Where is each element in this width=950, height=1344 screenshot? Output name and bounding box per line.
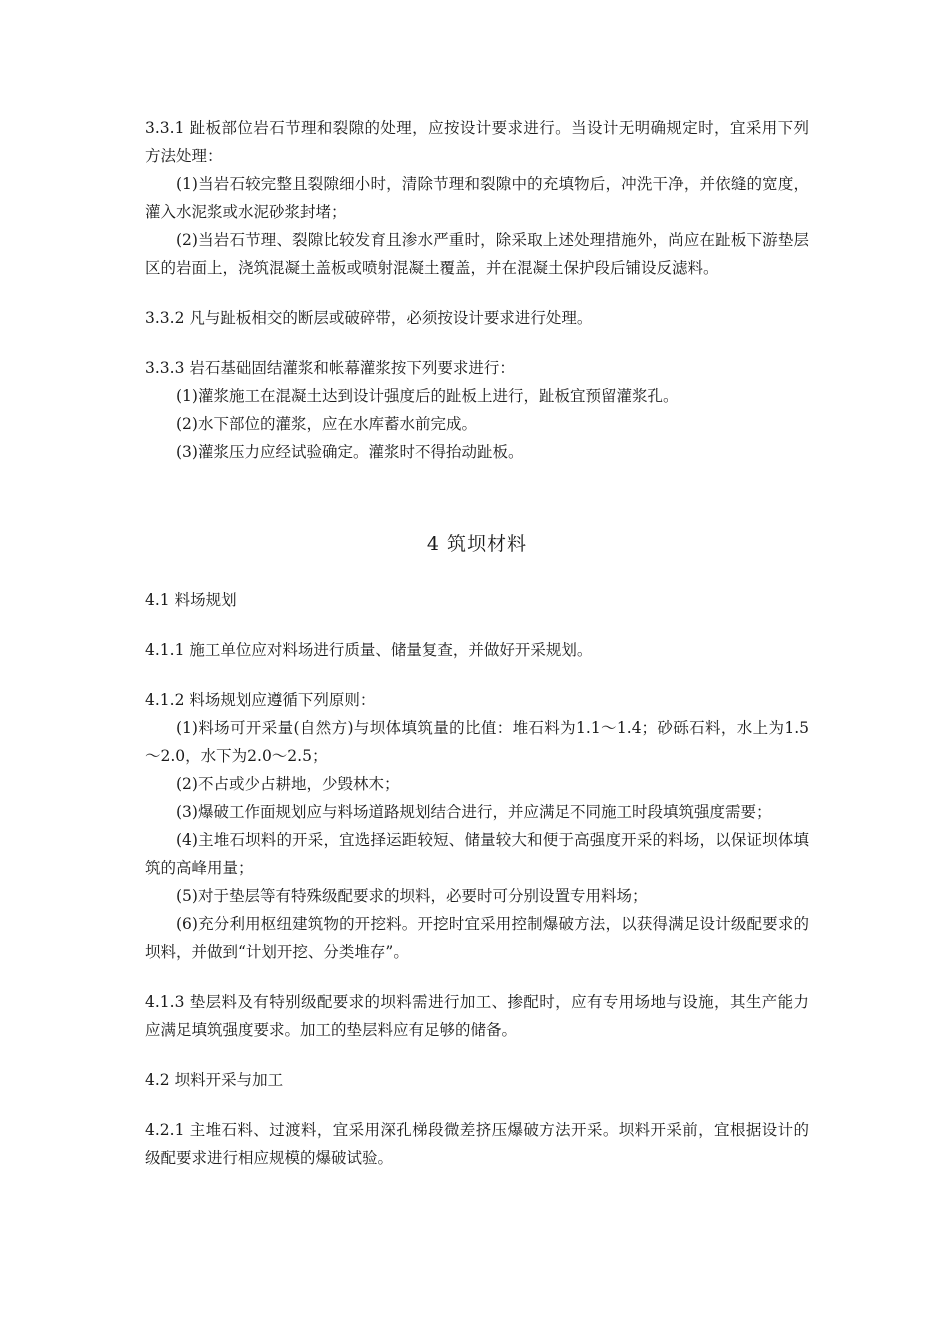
clause-3-3-3-item-1: (1)灌浆施工在混凝土达到设计强度后的趾板上进行，趾板宜预留灌浆孔。 <box>176 387 679 405</box>
paragraph-gap <box>145 332 809 354</box>
clause-4-1-2-item-1: (1)料场可开采量(自然方)与坝体填筑量的比值：堆石料为1.1～1.4；砂砾石料，水上为1.5～2.0，水下为2.0～2.5； <box>145 719 809 765</box>
paragraph-gap <box>145 1044 809 1066</box>
clause-4-1-2: 4.1.2 料场规划应遵循下列原则： <box>145 691 376 709</box>
section-4-1-title: 4.1 料场规划 <box>145 591 237 609</box>
document-body <box>145 114 809 1172</box>
clause-4-1-1: 4.1.1 施工单位应对料场进行质量、储量复查，并做好开采规划。 <box>145 641 593 659</box>
clause-4-2-1: 4.2.1 主堆石料、过渡料，宜采用深孔梯段微差挤压爆破方法开采。坝料开采前，宜根据设计的级配要求进行相应规模的爆破试验。 <box>145 1121 809 1167</box>
clause-3-3-3: 3.3.3 岩石基础固结灌浆和帐幕灌浆按下列要求进行： <box>145 359 515 377</box>
clause-3-3-1: 3.3.1 趾板部位岩石节理和裂隙的处理，应按设计要求进行。当设计无明确规定时，宜采用下列方法处理： <box>145 119 809 165</box>
paragraph-gap <box>145 564 809 586</box>
clause-3-3-1-item-2: (2)当岩石节理、裂隙比较发育且渗水严重时，除采取上述处理措施外，尚应在趾板下游垫层区的岩面上，浇筑混凝土盖板或喷射混凝土覆盖，并在混凝土保护段后铺设反滤料。 <box>145 231 809 277</box>
paragraph-gap <box>145 1094 809 1116</box>
paragraph-gap <box>145 966 809 988</box>
chapter-gap <box>145 466 809 524</box>
clause-4-1-3: 4.1.3 垫层料及有特别级配要求的坝料需进行加工、掺配时，应有专用场地与设施，其生产能力应满足填筑强度要求。加工的垫层料应有足够的储备。 <box>145 993 809 1039</box>
clause-3-3-1-item-1: (1)当岩石较完整且裂隙细小时，清除节理和裂隙中的充填物后，冲洗干净，并依缝的宽度，灌入水泥浆或水泥砂浆封堵； <box>145 175 809 221</box>
clause-3-3-2: 3.3.2 凡与趾板相交的断层或破碎带，必须按设计要求进行处理。 <box>145 309 593 327</box>
clause-4-1-2-item-5: (5)对于垫层等有特殊级配要求的坝料，必要时可分别设置专用料场； <box>176 887 648 905</box>
section-4-2-title: 4.2 坝料开采与加工 <box>145 1071 284 1089</box>
clause-4-1-2-item-3: (3)爆破工作面规划应与料场道路规划结合进行，并应满足不同施工时段填筑强度需要； <box>176 803 772 821</box>
clause-4-1-2-item-6: (6)充分利用枢纽建筑物的开挖料。开挖时宜采用控制爆破方法，以获得满足设计级配要求的坝料，并做到“计划开挖、分类堆存”。 <box>145 915 809 961</box>
paragraph-gap <box>145 282 809 304</box>
clause-4-1-2-item-2: (2)不占或少占耕地，少毁林木； <box>176 775 400 793</box>
chapter-title: 4 筑坝材料 <box>426 533 528 555</box>
clause-3-3-3-item-3: (3)灌浆压力应经试验确定。灌浆时不得抬动趾板。 <box>176 443 524 461</box>
clause-4-1-2-item-4: (4)主堆石坝料的开采，宜选择运距较短、储量较大和便于高强度开采的料场，以保证坝体填筑的高峰用量； <box>145 831 809 877</box>
paragraph-gap <box>145 664 809 686</box>
paragraph-gap <box>145 614 809 636</box>
clause-3-3-3-item-2: (2)水下部位的灌浆，应在水库蓄水前完成。 <box>176 415 477 433</box>
